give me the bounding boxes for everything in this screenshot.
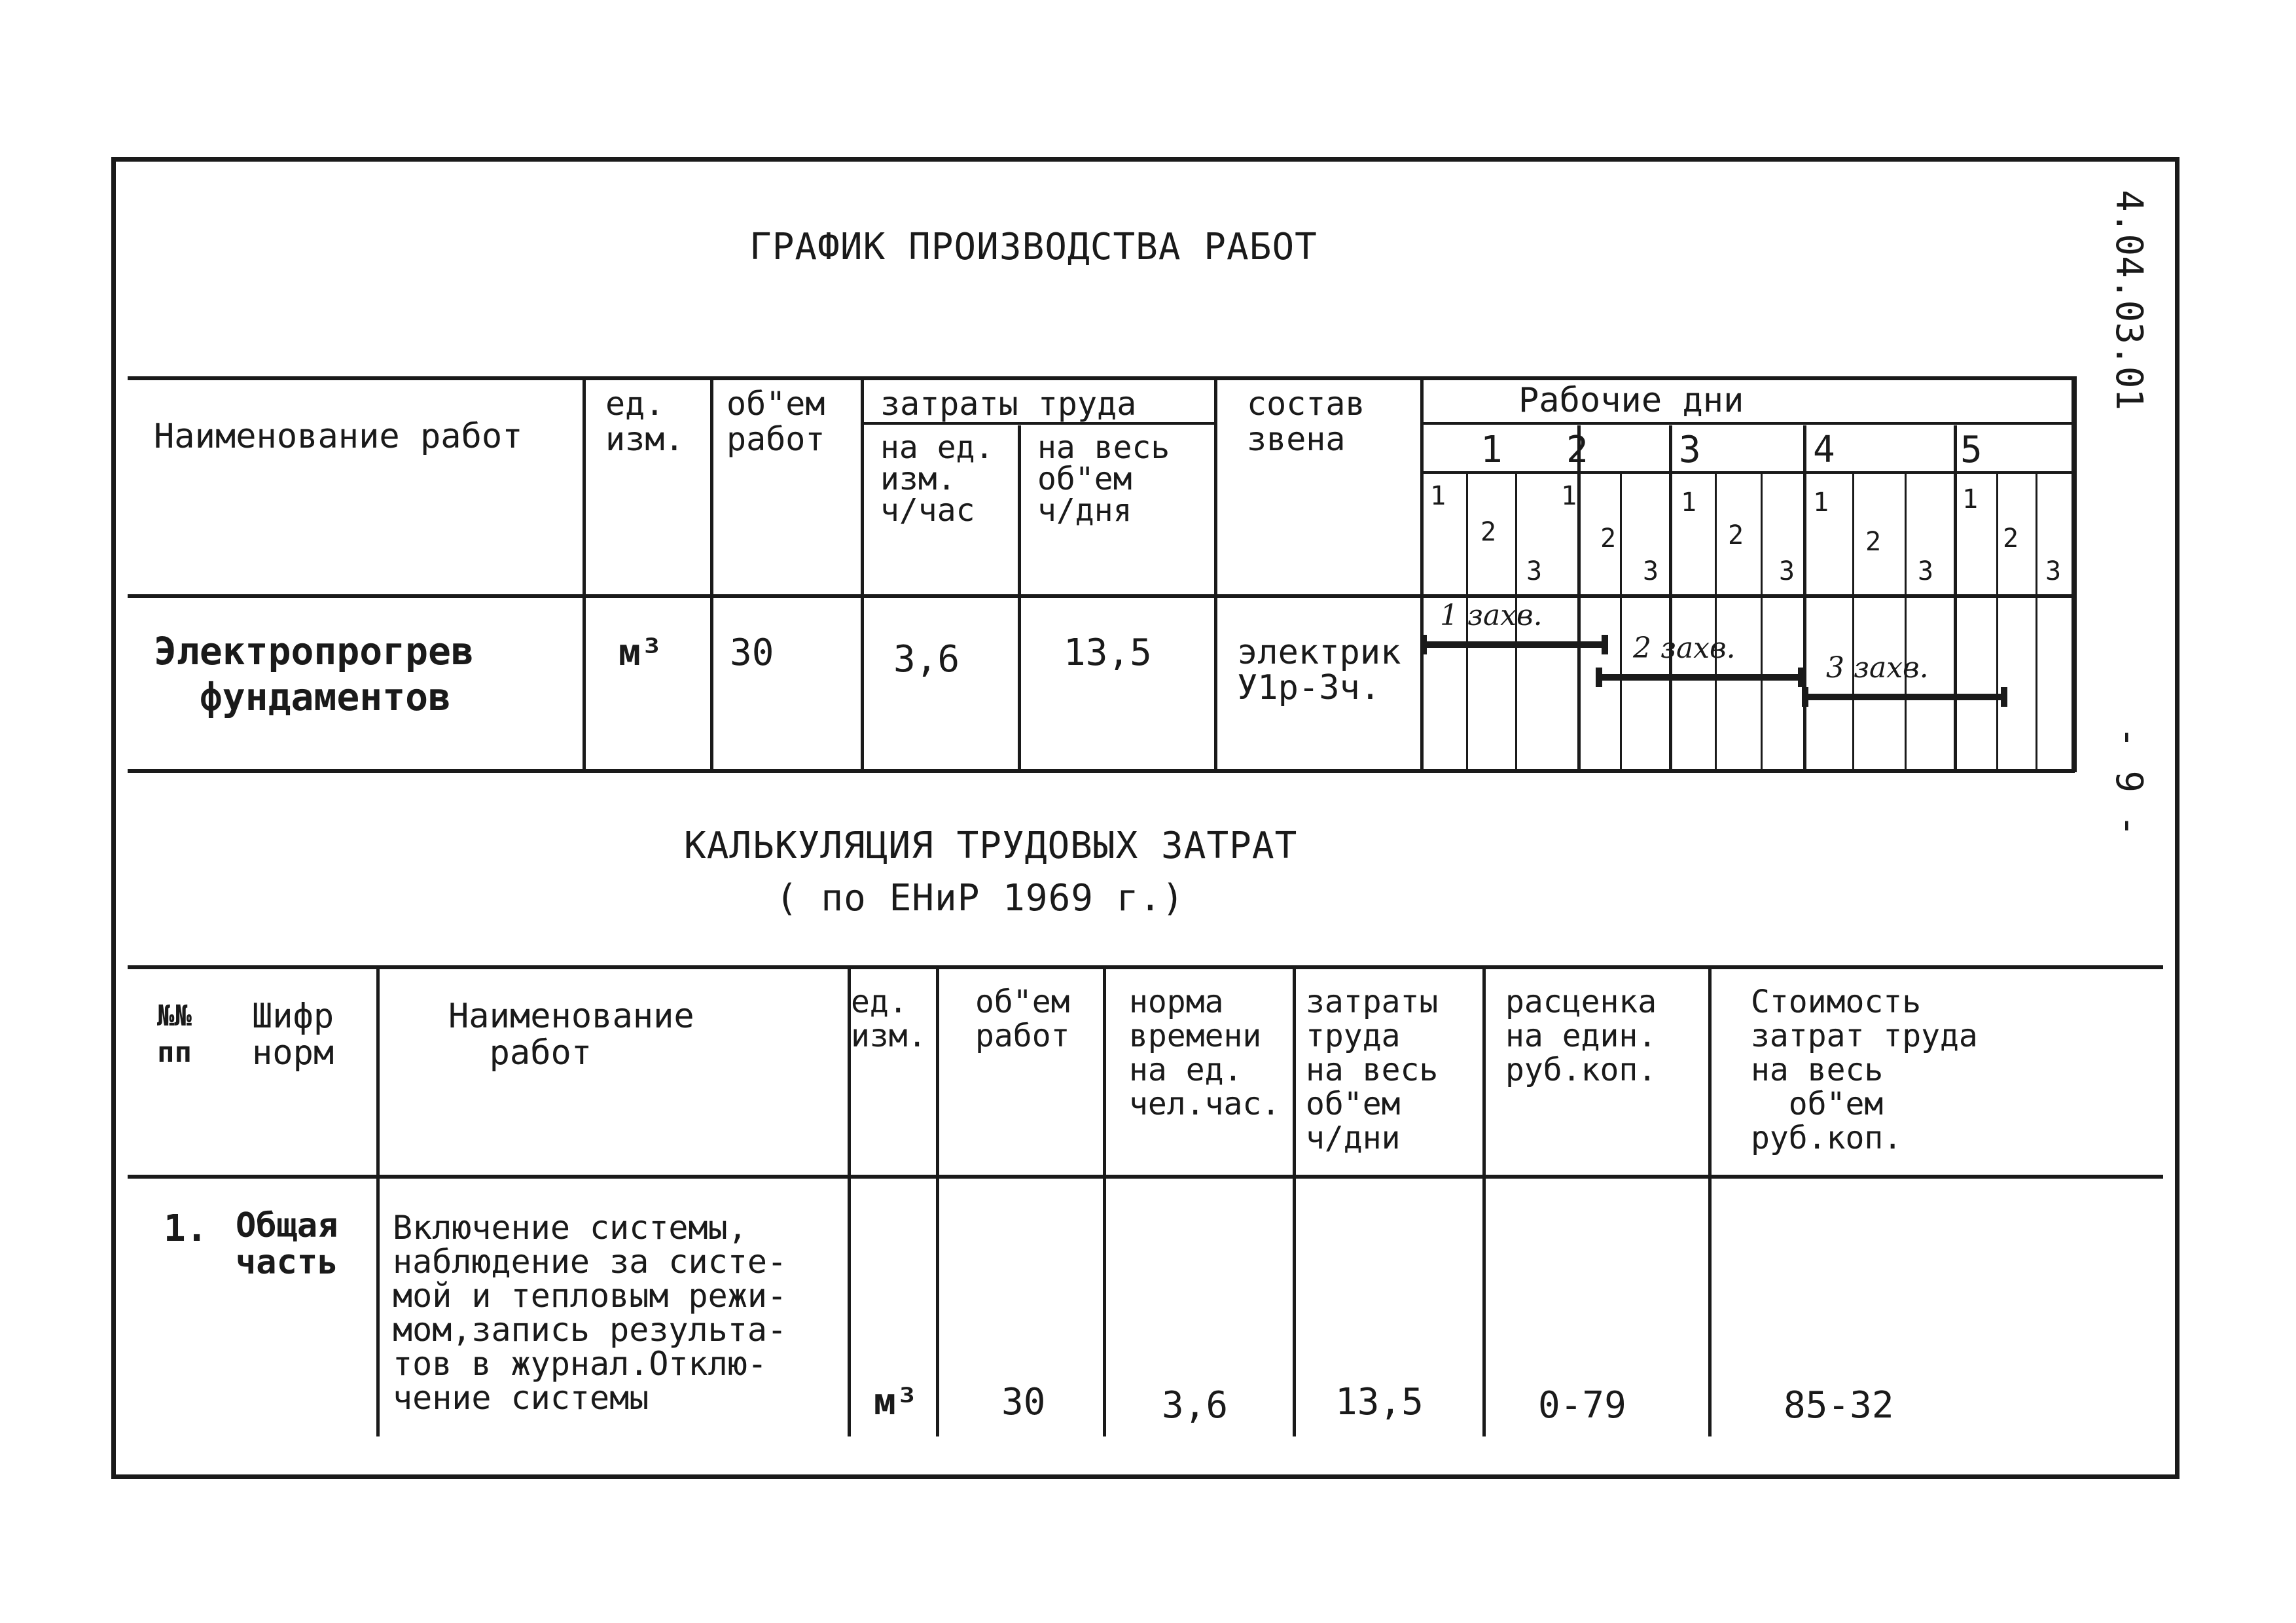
calc-row-name: Включение системы, наблюдение за систе- мой и тепловым режи- мом,запись результа- тов в журнал.Отклю- чение системы — [393, 1209, 787, 1417]
schedule-right-border — [2072, 376, 2077, 772]
shift-label: 1 — [1681, 488, 1697, 518]
calc-row-code: Общая часть — [236, 1206, 338, 1282]
bar-label-2: 2 захв. — [1633, 632, 1736, 665]
bar-end-cap — [1798, 668, 1804, 687]
day-divider — [1803, 425, 1806, 769]
calc-row-volume: 30 — [1001, 1381, 1046, 1423]
calc-row-labor: 13,5 — [1335, 1381, 1424, 1423]
schedule-top-rule — [128, 376, 2075, 380]
gantt-bar-2 — [1597, 674, 1803, 681]
days-subrule — [1422, 471, 2073, 474]
shift-label: 1 — [1813, 488, 1829, 518]
calc-header-volume: об"ем работ — [975, 984, 1070, 1054]
shift-label: 2 — [1480, 517, 1497, 547]
bar-end-cap — [1802, 687, 1808, 707]
schedule-col-divider — [861, 376, 864, 769]
schedule-title: ГРАФИК ПРОИЗВОДСТВА РАБОТ — [749, 226, 1318, 268]
gantt-bar-3 — [1803, 694, 2006, 700]
header-volume: об"ем работ — [726, 385, 825, 458]
shift-divider — [1620, 473, 1622, 769]
header-labor-per-unit: на ед. изм. ч/час — [880, 429, 994, 529]
day-label: 2 — [1566, 429, 1588, 471]
calc-col-divider — [1708, 965, 1712, 1436]
page-number: - 9 - — [2108, 726, 2150, 837]
bar-end-cap — [1420, 635, 1427, 654]
shift-label: 1 — [1430, 481, 1446, 511]
header-work-name: Наименование работ — [154, 417, 523, 456]
calc-top-rule — [128, 965, 2163, 969]
schedule-col-divider — [710, 376, 713, 769]
row-labor-total: 13,5 — [1064, 632, 1152, 674]
calc-row-unit: м³ — [874, 1381, 918, 1423]
shift-label: 2 — [2003, 524, 2019, 554]
header-labor: затраты труда — [880, 385, 1137, 423]
shift-label: 1 — [1962, 484, 1979, 514]
calc-header-rule — [128, 1175, 2163, 1179]
shift-label: 2 — [1865, 527, 1882, 557]
bar-label-1: 1 захв. — [1440, 599, 1543, 632]
calc-col-divider — [376, 965, 380, 1436]
day-divider — [1577, 425, 1581, 769]
day-label: 4 — [1813, 429, 1835, 471]
calc-row-num: 1. — [164, 1207, 208, 1250]
row-unit: м³ — [619, 632, 663, 674]
calc-header-num: №№ пп — [157, 999, 192, 1069]
day-label: 3 — [1679, 429, 1701, 471]
shift-label: 2 — [1600, 524, 1617, 554]
row-labor-per-unit: 3,6 — [893, 638, 960, 681]
header-unit: ед. изм. — [605, 385, 685, 458]
calc-row-norm: 3,6 — [1162, 1384, 1229, 1427]
calc-header-unit: ед. изм. — [851, 984, 927, 1054]
calc-header-rate: расценка на един. руб.коп. — [1505, 984, 1657, 1088]
header-crew: состав звена — [1247, 385, 1365, 458]
row-work-name: Электропрогрев фундаментов — [154, 629, 474, 719]
bar-end-cap — [1602, 635, 1608, 654]
header-labor-total: на весь об"ем ч/дня — [1037, 429, 1170, 529]
bar-end-cap — [2001, 687, 2007, 707]
header-workdays: Рабочие дни — [1518, 381, 1744, 420]
calc-col-divider — [1482, 965, 1486, 1436]
shift-divider — [1715, 473, 1717, 769]
calc-header-code: Шифр норм — [252, 997, 334, 1073]
day-label: 1 — [1480, 429, 1503, 471]
bar-end-cap — [1596, 668, 1602, 687]
calc-header-name: Наименование работ — [448, 997, 694, 1073]
shift-label: 1 — [1561, 481, 1577, 511]
calc-subtitle: ( по ЕНиР 1969 г.) — [776, 877, 1185, 919]
calc-col-divider — [1103, 965, 1106, 1436]
shift-label: 3 — [1779, 556, 1795, 586]
shift-divider — [1761, 473, 1763, 769]
schedule-bottom-rule — [128, 769, 2075, 773]
workdays-subrule — [1422, 422, 2073, 425]
schedule-col-divider — [1420, 376, 1424, 769]
shift-label: 3 — [2045, 556, 2062, 586]
shift-label: 3 — [1918, 556, 1934, 586]
day-divider — [1669, 425, 1672, 769]
shift-divider — [1852, 473, 1854, 769]
bar-label-3: 3 захв. — [1826, 651, 1929, 685]
calc-header-norm: норма времени на ед. чел.час. — [1129, 984, 1281, 1122]
gantt-bar-1 — [1422, 641, 1607, 648]
shift-divider — [1996, 473, 1998, 769]
shift-divider — [2036, 473, 2037, 769]
schedule-col-divider — [1214, 376, 1217, 769]
shift-label: 2 — [1728, 520, 1744, 550]
row-volume: 30 — [730, 632, 774, 674]
shift-label: 3 — [1526, 556, 1543, 586]
document-code: 4.04.03.01 — [2108, 190, 2150, 411]
day-divider — [1954, 425, 1957, 769]
shift-label: 3 — [1643, 556, 1659, 586]
calc-col-divider — [936, 965, 939, 1436]
schedule-col-divider — [583, 376, 586, 769]
schedule-col-divider — [1018, 425, 1021, 769]
calc-header-cost: Стоимость затрат труда на весь об"ем руб.коп. — [1751, 984, 1978, 1156]
calc-header-labor: затраты труда на весь об"ем ч/дни — [1306, 984, 1439, 1156]
calc-title: КАЛЬКУЛЯЦИЯ ТРУДОВЫХ ЗАТРАТ — [684, 825, 1298, 867]
calc-col-divider — [1293, 965, 1296, 1436]
schedule-header-rule — [128, 594, 2075, 598]
row-crew: электрик У1р-3ч. — [1237, 633, 1401, 707]
calc-row-cost: 85-32 — [1784, 1384, 1894, 1427]
shift-divider — [1905, 473, 1907, 769]
calc-row-rate: 0-79 — [1538, 1384, 1626, 1427]
day-label: 5 — [1960, 429, 1982, 471]
